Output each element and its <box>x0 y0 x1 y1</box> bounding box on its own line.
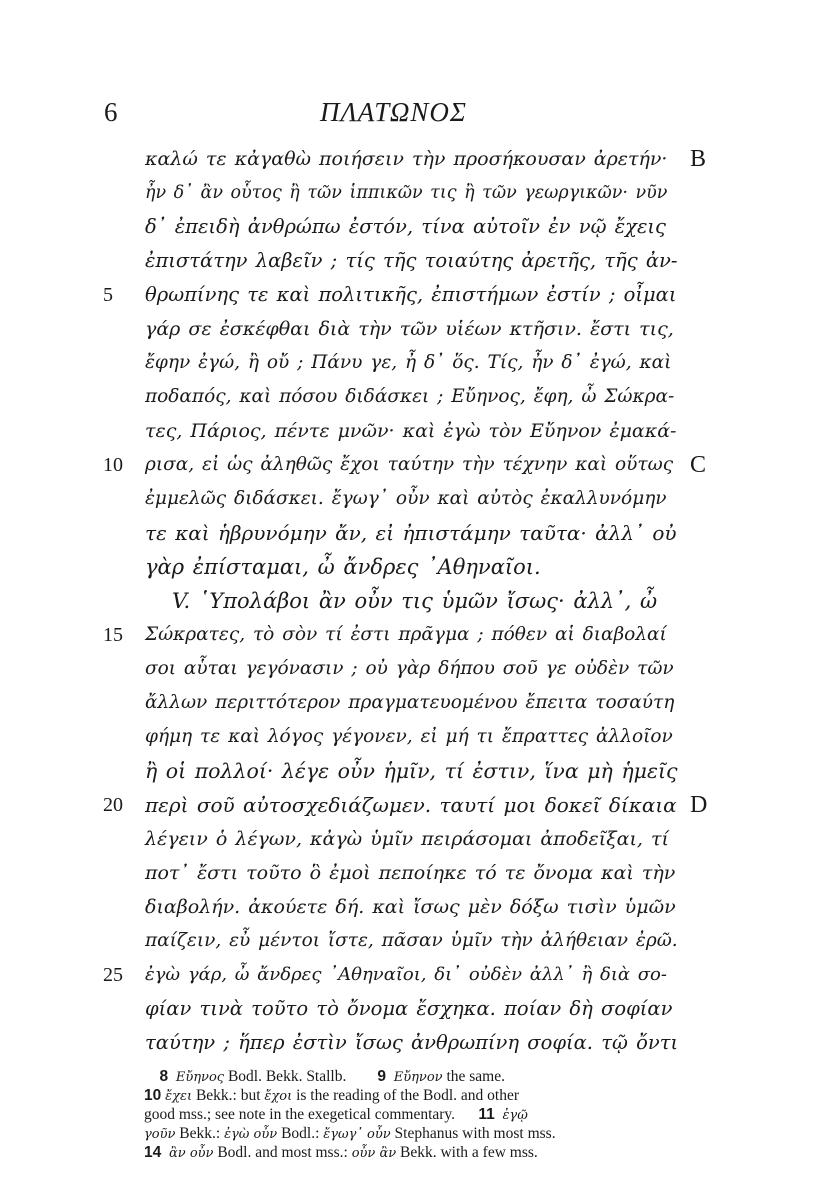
line-number: 5 <box>103 284 113 306</box>
footnote-text: Bekk.: but <box>192 1087 265 1104</box>
greek-lemma: ἂν οὖν <box>169 1146 214 1161</box>
text-line: ἐγὼ γάρ, ὦ ἄνδρες ᾿Αθηναῖοι, δι᾽ οὐδὲν ἀλλ᾽ ἢ διὰ σο- <box>145 964 667 985</box>
footnote-line <box>144 1125 704 1144</box>
text-line: Σώκρατες, τὸ σὸν τί ἐστι πρᾶγμα ; πόθεν αἱ διαβολαί <box>145 624 667 645</box>
footnote-line <box>144 1144 704 1163</box>
text-line: ἔφην ἐγώ, ἢ οὔ ; Πάνυ γε, ἦ δ᾽ ὅς. Τίς, ἦν δ᾽ ἐγώ, καὶ <box>145 352 672 373</box>
greek-lemma: γοῦν <box>144 1127 176 1142</box>
text-line: θρωπίνης τε καὶ πολιτικῆς, ἐπιστήμων ἐστίν ; οἶμαι <box>145 283 677 306</box>
line-number: 15 <box>103 624 123 646</box>
text-line: περὶ σοῦ αὐτοσχεδιάζωμεν. ταυτί μοι δοκεῖ δίκαια <box>145 793 677 817</box>
footnote-text: Bekk.: <box>175 1125 225 1142</box>
text-line: ρισα, εἰ ὡς ἀληθῶς ἔχοι ταύτην τὴν τέχνην καὶ οὕτως <box>145 454 674 475</box>
footnote-text: Stephanus with most mss. <box>390 1125 556 1142</box>
line-number: 20 <box>103 794 123 816</box>
text-line: ἐμμελῶς διδάσκει. ἔγωγ᾽ οὖν καὶ αὐτὸς ἐκαλλυνόμην <box>145 488 667 509</box>
text-line: τε καὶ ἡβρυνόμην ἄν, εἰ ἠπιστάμην ταῦτα· ἀλλ᾽ οὐ <box>145 521 677 545</box>
greek-lemma: ἔχει <box>165 1089 193 1104</box>
text-line: λέγειν ὁ λέγων, κἀγὼ ὑμῖν πειράσομαι ἀποδεῖξαι, τί <box>145 828 669 850</box>
text-line: παίζειν, εὖ μέντοι ἴστε, πᾶσαν ὑμῖν τὴν ἀλήθειαν ἐρῶ. <box>145 930 678 951</box>
footnote-text: Bodl. Bekk. Stallb. <box>224 1068 347 1085</box>
footnote-text: Bekk. with a few mss. <box>396 1144 538 1161</box>
footnote-text: is the reading of the Bodl. and other <box>292 1087 520 1104</box>
footnote-number: 9 <box>377 1068 386 1085</box>
stephanus-marker: D <box>690 792 708 818</box>
footnote-number: 11 <box>478 1106 495 1123</box>
footnote-number: 8 <box>159 1068 169 1085</box>
greek-lemma: ἐγῷ <box>502 1108 528 1123</box>
greek-lemma: ἔχοι <box>264 1089 293 1104</box>
footnote-text: Bodl.: <box>277 1125 324 1142</box>
footnote-text: good mss.; see note in the exegetical commentary. <box>144 1106 456 1123</box>
footnote-line <box>144 1087 704 1106</box>
line-number: 10 <box>103 454 123 476</box>
critical-apparatus <box>144 1068 704 1163</box>
text-line: τες, Πάριος, πέντε μνῶν· καὶ ἐγὼ τὸν Εὔηνον ἐμακά- <box>145 420 677 442</box>
text-line: ποτ᾽ ἔστι τοῦτο ὃ ἐμοὶ πεποίηκε τό τε ὄνομα καὶ τὴν <box>145 862 676 884</box>
text-line: σοι αὗται γεγόνασιν ; οὐ γὰρ δήπου σοῦ γε οὐδὲν τῶν <box>145 658 674 679</box>
text-line: καλώ τε κἀγαθὼ ποιήσειν τὴν προσήκουσαν ἀρετήν· <box>145 148 668 170</box>
text-line: ἢ οἱ πολλοί· λέγε οὖν ἡμῖν, τί ἐστιν, ἵνα μὴ ἡμεῖς <box>145 759 678 783</box>
greek-lemma: Εὔηνος <box>175 1070 225 1085</box>
footnote-number: 14 <box>144 1144 162 1161</box>
text-line: ἄλλων περιττότερον πραγματευομένου ἔπειτα τοσαύτη <box>145 692 675 713</box>
text-line: γὰρ ἐπίσταμαι, ὦ ἄνδρες ᾿Αθηναῖοι. <box>145 555 541 579</box>
text-line: φήμη τε καὶ λόγος γέγονεν, εἰ μή τι ἔπραττες ἀλλοῖον <box>145 726 673 747</box>
greek-lemma: Εὔηνον <box>393 1070 443 1085</box>
line-number: 25 <box>103 964 123 986</box>
chapter-start-line: V. ῾Υπολάβοι ἂν οὖν τις ὑμῶν ἴσως· ἀλλ᾽, ὦ <box>172 589 658 613</box>
footnote-text: Bodl. and most mss.: <box>213 1144 352 1161</box>
footnote-text: the same. <box>442 1068 505 1085</box>
text-line: ταύτην ; ἥπερ ἐστὶν ἴσως ἀνθρωπίνη σοφία. τῷ ὄντι <box>145 1031 679 1054</box>
greek-lemma: οὖν ἂν <box>351 1146 397 1161</box>
text-line: διαβολήν. ἀκούετε δή. καὶ ἴσως μὲν δόξω τισὶν ὑμῶν <box>145 896 676 918</box>
text-line: φίαν τινὰ τοῦτο τὸ ὄνομα ἔσχηκα. ποίαν δὴ σοφίαν <box>145 997 673 1020</box>
footnote-line <box>144 1068 704 1087</box>
text-line: ποδαπός, καὶ πόσου διδάσκει ; Εὔηνος, ἔφη, ὦ Σώκρα- <box>145 386 675 407</box>
greek-lemma: ἔγωγ᾽ οὖν <box>323 1127 391 1142</box>
text-line: ἦν δ᾽ ἂν οὗτος ἢ τῶν ἱππικῶν τις ἢ τῶν γεωργικῶν· νῦν <box>145 183 668 203</box>
text-line: γάρ σε ἐσκέφθαι διὰ τὴν τῶν υἱέων κτῆσιν. ἔστι τις, <box>145 318 674 340</box>
stephanus-marker: C <box>690 452 707 478</box>
running-title: ΠΛΑΤΩΝΟΣ <box>320 97 467 127</box>
text-line: δ᾽ ἐπειδὴ ἀνθρώπω ἐστόν, τίνα αὐτοῖν ἐν νῷ ἔχεις <box>145 215 666 238</box>
greek-lemma: ἐγὼ οὖν <box>224 1127 278 1142</box>
stephanus-marker: B <box>690 146 707 172</box>
text-line: ἐπιστάτην λαβεῖν ; τίς τῆς τοιαύτης ἀρετῆς, τῆς ἀν- <box>145 249 678 272</box>
footnote-number: 10 <box>144 1087 162 1104</box>
footnote-line <box>144 1106 704 1125</box>
page-number: 6 <box>104 97 118 127</box>
